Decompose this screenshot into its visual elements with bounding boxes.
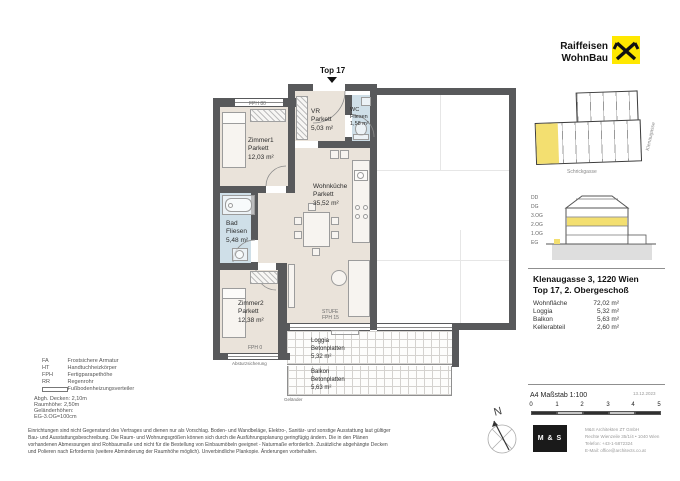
architect-info bbox=[585, 427, 659, 455]
room-area: 35,52 m² bbox=[313, 199, 339, 207]
address-line1: Klenaugasse 3, 1220 Wien bbox=[533, 274, 639, 284]
chair bbox=[331, 217, 339, 225]
label-wc bbox=[350, 107, 369, 128]
area-value: 2,60 m² bbox=[596, 324, 619, 331]
room-name: Zimmer2 bbox=[238, 300, 264, 307]
annotation-fph0: FPH 0 bbox=[248, 345, 263, 351]
kitchen-burner bbox=[363, 205, 368, 210]
chair bbox=[294, 231, 302, 239]
annotation-railing: Geländer bbox=[284, 397, 303, 402]
legend-note: Abgh. Decken: 2,10m bbox=[34, 396, 87, 402]
scale-segment bbox=[609, 411, 635, 415]
room-material: Betonplatten bbox=[311, 376, 345, 383]
sofa bbox=[348, 260, 370, 317]
room-area: 1,58 m² bbox=[350, 121, 369, 128]
room-material: Parkett bbox=[311, 116, 332, 124]
section-annex bbox=[628, 235, 646, 244]
legend-note: EG-3.OG=100cm bbox=[34, 414, 77, 420]
room-area: 5,63 m² bbox=[311, 384, 332, 391]
area-row bbox=[533, 300, 619, 307]
door-arc-zimmer1 bbox=[266, 166, 286, 186]
room-material: Fliesen bbox=[226, 228, 247, 236]
furniture-cabinet bbox=[340, 150, 349, 159]
room-material: Parkett bbox=[313, 191, 334, 199]
brand-line2: WohnBau bbox=[561, 52, 608, 64]
area-label: Kellerabteil bbox=[533, 324, 566, 331]
room-name: WC bbox=[350, 107, 360, 113]
section-roof bbox=[566, 196, 628, 208]
legend-key: RR bbox=[42, 379, 50, 385]
stufe-line1: STUFE bbox=[322, 309, 339, 315]
label-wohnkueche bbox=[313, 183, 347, 208]
sideboard bbox=[288, 264, 295, 308]
area-row bbox=[533, 308, 619, 315]
annotation-stufe bbox=[322, 310, 339, 321]
legend-note: Geländerhöhen: bbox=[34, 408, 74, 414]
building-section bbox=[546, 186, 658, 266]
scale-tick: 1 bbox=[555, 402, 559, 408]
disclaimer-line: vorhandenen Abmessungen sind Rohbaumaße und nicht für die Bestellung von Einbaumöbeln geeignet - Naturmaße erforderlich. Zusätzliche abgehängte Decken bbox=[28, 442, 388, 448]
area-label: Balkon bbox=[533, 316, 553, 323]
section-level-dg: DG bbox=[531, 204, 539, 210]
legend-key: FPH bbox=[42, 372, 53, 378]
section-level-eg: EG bbox=[531, 240, 539, 246]
area-label: Loggia bbox=[533, 308, 553, 315]
divider bbox=[528, 384, 665, 385]
area-row bbox=[533, 316, 619, 323]
site-plan bbox=[532, 86, 655, 178]
legend-row bbox=[42, 372, 112, 378]
compass-n-label: N bbox=[492, 405, 504, 419]
legend-value: Fertigparapethöhe bbox=[67, 372, 113, 378]
room-name: Zimmer1 bbox=[248, 137, 274, 144]
scale-tick: 2 bbox=[580, 402, 584, 408]
room-name: VR bbox=[311, 108, 321, 115]
disclaimer-line: Bau- und Ausstattungsbeschreibung. Die Raum- und Wohnungsgrößen können sich durch die Ausführungsplanung geringfügig ändern. Die in den Plänen bbox=[28, 435, 369, 441]
section-level-2og: 2.OG bbox=[531, 222, 543, 228]
room-material: Betonplatten bbox=[311, 345, 345, 352]
architect-line: M&S Architekten ZT GmbH bbox=[585, 427, 640, 432]
scale-date: 13.12.2023 bbox=[633, 391, 656, 396]
architect-line: E-Mail: office@architects.co.at bbox=[585, 447, 646, 453]
chair bbox=[312, 248, 320, 256]
kitchen-burner bbox=[363, 214, 368, 219]
north-arrow-icon bbox=[482, 405, 526, 457]
annotation-fph80: FPH 80 bbox=[249, 101, 266, 107]
street-label-bottom: Schrickgasse bbox=[567, 169, 597, 175]
legend-key: HT bbox=[42, 365, 50, 371]
label-zimmer2 bbox=[238, 300, 264, 325]
unit-title: Top 17 bbox=[320, 66, 346, 75]
scale-segment bbox=[583, 411, 609, 415]
area-row bbox=[533, 324, 619, 331]
toilet-tank bbox=[353, 134, 369, 140]
legend-row bbox=[42, 379, 94, 385]
stufe-line2: FPH 15 bbox=[322, 314, 339, 321]
scale-segment bbox=[557, 411, 583, 415]
site-plan-highlight-unit bbox=[536, 123, 559, 164]
room-material: Parkett bbox=[248, 145, 269, 153]
dining-table bbox=[303, 212, 330, 247]
room-material: Parkett bbox=[238, 308, 259, 316]
furniture-wardrobe bbox=[250, 109, 286, 122]
section-entry-mark bbox=[554, 239, 560, 244]
street-label-right: Klenaugasse bbox=[645, 121, 657, 152]
section-ground bbox=[552, 244, 652, 260]
furniture-coat-closet bbox=[296, 96, 308, 140]
kitchen-sink-basin bbox=[357, 172, 364, 179]
label-vr bbox=[311, 108, 333, 133]
room-area: 12,03 m² bbox=[248, 153, 274, 161]
scale-segment bbox=[635, 411, 661, 415]
legend-row bbox=[42, 365, 117, 371]
legend-key: FA bbox=[42, 358, 49, 364]
section-level-dd: DD bbox=[531, 195, 539, 201]
room-area: 5,48 m² bbox=[226, 236, 249, 244]
area-value: 5,63 m² bbox=[596, 316, 619, 323]
area-value: 72,02 m² bbox=[593, 300, 619, 307]
room-area: 5,32 m² bbox=[311, 353, 332, 360]
divider bbox=[528, 268, 665, 269]
architect-logo: M & S bbox=[533, 425, 567, 452]
room-name: Loggia bbox=[311, 338, 330, 344]
room-area: 5,03 m² bbox=[311, 124, 334, 132]
address-line2: Top 17, 2. Obergeschoß bbox=[533, 285, 629, 295]
disclaimer-line: Einrichtungen sind nicht Gegenstand des Vertrages und dienen nur als Vorschlag. Boden- und Wandbeläge, Elektro-, Sanitär- und sonstige Ausstattung laut gültiger bbox=[28, 428, 391, 434]
area-label: Wohnfläche bbox=[533, 300, 568, 307]
scale-tick: 4 bbox=[631, 402, 635, 408]
kitchen-burner bbox=[355, 214, 360, 219]
room-area: 12,38 m² bbox=[238, 316, 264, 324]
room-name: Wohnküche bbox=[313, 183, 348, 190]
label-zimmer1 bbox=[248, 137, 274, 162]
label-loggia bbox=[311, 338, 345, 361]
furniture-pillow bbox=[222, 112, 246, 124]
legend-note: Raumhöhe: 2,50m bbox=[34, 402, 80, 408]
chair bbox=[331, 231, 339, 239]
kitchen-burner bbox=[355, 205, 360, 210]
area-value: 5,32 m² bbox=[596, 308, 619, 315]
chair bbox=[294, 217, 302, 225]
scale-tick: 5 bbox=[657, 402, 661, 408]
furniture-pillow bbox=[222, 288, 246, 299]
scale-title: A4 Maßstab 1:100 bbox=[530, 392, 588, 399]
coffee-table bbox=[331, 270, 347, 286]
legend-value: Regenrohr bbox=[67, 379, 94, 385]
section-highlight-2og bbox=[567, 218, 627, 227]
gable-cross-svg bbox=[612, 36, 640, 64]
brand-line1: Raiffeisen bbox=[560, 41, 608, 52]
scale-tick: 3 bbox=[606, 402, 610, 408]
legend-row bbox=[42, 358, 119, 364]
brand-logo-text bbox=[528, 41, 608, 64]
section-level-3og: 3.OG bbox=[531, 213, 543, 219]
disclaimer-line: und Polieren nach Erfordernis (weitere Abminderung der Raumhöhe möglich). Unverbindliche Plankopie. Änderungen vorbehalten. bbox=[28, 449, 318, 455]
wc-sink bbox=[361, 97, 371, 106]
scale-tick: 0 bbox=[529, 402, 533, 408]
architect-line: Telefon: +43-1-5872324 bbox=[585, 440, 633, 446]
raiffeisen-gable-cross-icon bbox=[612, 36, 640, 64]
label-balkon bbox=[311, 369, 345, 392]
section-level-1og: 1.OG bbox=[531, 231, 543, 237]
architect-line: Rechte Wienzeile 35/1/4 • 1040 Wien bbox=[585, 433, 660, 439]
label-bad bbox=[226, 220, 248, 245]
legend-row bbox=[42, 386, 134, 392]
room-name: Bad bbox=[226, 220, 238, 227]
legend-value: Frostsichere Armatur bbox=[67, 358, 119, 364]
annotation-fall-protection: Absturzsicherung bbox=[232, 361, 267, 366]
furniture-wardrobe bbox=[250, 271, 278, 284]
scale-segment bbox=[531, 411, 557, 415]
furniture-cabinet bbox=[330, 150, 339, 159]
legend-value: Fußbodenheizungsverteiler bbox=[67, 386, 135, 392]
room-material: Fliesen bbox=[350, 114, 368, 121]
room-name: Balkon bbox=[311, 369, 330, 375]
legend-value: Handtuchheizkörper bbox=[67, 365, 117, 371]
washbasin-bowl bbox=[235, 250, 244, 259]
bathtub-drain bbox=[228, 203, 233, 208]
